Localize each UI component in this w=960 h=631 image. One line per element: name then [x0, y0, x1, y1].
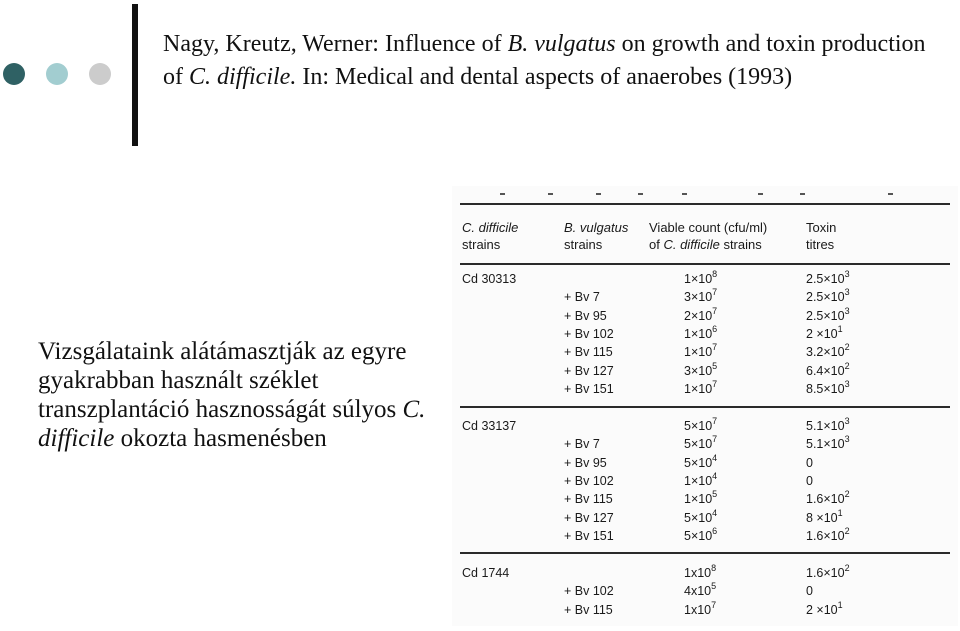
count-mantissa: 1×10 — [684, 492, 713, 507]
toxin-exponent: 2 — [844, 525, 850, 536]
count-mantissa: 1x10 — [684, 602, 712, 617]
count-exponent: 7 — [712, 305, 718, 316]
count-mantissa: 5×10 — [684, 455, 713, 470]
accent-dot-gray — [89, 63, 111, 85]
bv-strain-cell: + Bv 7 — [564, 290, 600, 305]
toxin-exponent: 3 — [844, 305, 850, 316]
table-group-rule — [460, 406, 950, 408]
strain-label: Cd 30313 — [462, 272, 517, 286]
bv-strain-cell: + Bv 115 — [564, 345, 613, 360]
header-toxin-titres: Toxin titres — [806, 220, 837, 252]
count-exponent: 7 — [712, 434, 718, 445]
viable-count-cell — [684, 271, 717, 287]
count-mantissa: 4x10 — [684, 584, 712, 599]
viable-count-cell — [684, 323, 718, 342]
viable-count-cell — [684, 525, 718, 544]
viable-count-cell — [684, 305, 718, 324]
strain-label: Cd 33137 — [462, 419, 517, 433]
toxin-titre-cell — [806, 323, 843, 342]
viable-count-cell — [684, 418, 717, 434]
toxin-mantissa: 5.1×10 — [806, 437, 845, 452]
bv-strain-cell: + Bv 127 — [564, 510, 614, 525]
count-mantissa: 5×10 — [684, 437, 713, 452]
toxin-exponent: 1 — [837, 599, 843, 610]
toxin-mantissa: 2 ×10 — [806, 602, 838, 617]
toxin-titre-cell — [806, 436, 850, 452]
count-exponent: 5 — [712, 489, 718, 500]
toxin-titre-cell — [806, 455, 813, 471]
viable-count-cell — [684, 378, 718, 397]
toxin-titre-cell — [806, 344, 850, 360]
count-mantissa: 1×10 — [684, 272, 713, 286]
header-viable-count: Viable count (cfu/ml) of C. difficile strains — [649, 220, 768, 252]
toxin-mantissa: 1.6×10 — [806, 566, 845, 580]
viable-count-cell — [684, 470, 718, 489]
count-mantissa: 3×10 — [684, 363, 713, 378]
toxin-titre-cell — [806, 599, 843, 618]
count-exponent: 5 — [711, 581, 717, 592]
bv-strain-cell: + Bv 115 — [564, 492, 613, 507]
count-exponent: 8 — [712, 269, 718, 279]
toxin-exponent: 3 — [844, 269, 850, 279]
toxin-titre-cell — [806, 473, 813, 489]
count-exponent: 6 — [712, 525, 718, 536]
viable-count-cell — [684, 452, 718, 471]
bv-strain-cell: + Bv 151 — [564, 381, 614, 396]
toxin-mantissa: 5.1×10 — [806, 419, 845, 433]
toxin-exponent: 3 — [844, 378, 850, 389]
bv-strain-cell: + Bv 7 — [564, 437, 600, 452]
bv-strain-cell: + Bv 95 — [564, 308, 607, 323]
viable-count-cell — [684, 360, 718, 379]
table-rule-top — [460, 203, 950, 205]
count-exponent: 8 — [711, 563, 717, 573]
count-mantissa: 1x10 — [684, 566, 712, 580]
count-exponent: 7 — [712, 416, 718, 426]
toxin-exponent: 2 — [844, 563, 850, 573]
toxin-exponent: 3 — [844, 416, 850, 426]
toxin-titre-cell — [806, 507, 843, 526]
table-rule-header — [460, 263, 950, 265]
count-exponent: 5 — [712, 360, 718, 371]
toxin-mantissa: 8 ×10 — [806, 510, 838, 525]
toxin-mantissa: 0 — [806, 455, 813, 470]
viable-count-cell — [684, 599, 717, 618]
toxin-mantissa: 2.5×10 — [806, 308, 845, 323]
count-exponent: 7 — [712, 378, 718, 389]
toxin-exponent: 3 — [844, 434, 850, 445]
toxin-mantissa: 0 — [806, 473, 813, 488]
bv-strain-cell: + Bv 102 — [564, 473, 614, 488]
toxin-mantissa: 6.4×10 — [806, 363, 845, 378]
toxin-mantissa: 1.6×10 — [806, 528, 845, 543]
bv-strain-cell: + Bv 151 — [564, 528, 614, 543]
toxin-titre-cell — [806, 305, 850, 324]
viable-count-cell — [684, 344, 717, 360]
viable-count-cell — [684, 583, 716, 599]
toxin-exponent: 1 — [837, 507, 843, 518]
toxin-titre-cell — [806, 271, 850, 287]
count-mantissa: 5×10 — [684, 528, 713, 543]
viable-count-cell — [684, 565, 716, 581]
toxin-exponent: 3 — [844, 287, 850, 298]
count-mantissa: 1×10 — [684, 345, 713, 360]
count-mantissa: 3×10 — [684, 290, 713, 305]
bv-strain-cell: + Bv 102 — [564, 326, 614, 341]
toxin-mantissa: 2.5×10 — [806, 272, 845, 286]
header-bv-strains: B. vulgatus strains — [564, 220, 629, 252]
toxin-titre-cell — [806, 418, 850, 434]
count-exponent: 7 — [712, 342, 718, 353]
count-mantissa: 5×10 — [684, 419, 713, 433]
toxin-exponent: 2 — [844, 360, 850, 371]
toxin-titre-cell — [806, 565, 850, 581]
toxin-titre-cell — [806, 491, 850, 507]
bv-strain-cell: + Bv 95 — [564, 455, 607, 470]
header-cd-strains: C. difficile strains — [462, 220, 519, 252]
toxin-mantissa: 3.2×10 — [806, 345, 845, 360]
count-exponent: 4 — [712, 452, 718, 463]
toxin-mantissa: 0 — [806, 584, 813, 599]
bv-strain-cell: + Bv 115 — [564, 602, 613, 617]
toxin-mantissa: 1.6×10 — [806, 492, 845, 507]
count-exponent: 4 — [712, 507, 718, 518]
toxin-titre-cell — [806, 583, 813, 599]
accent-dot-dark — [3, 63, 25, 85]
count-mantissa: 1×10 — [684, 381, 713, 396]
toxin-titre-cell — [806, 289, 850, 305]
count-exponent: 6 — [712, 323, 718, 334]
toxin-exponent: 1 — [837, 323, 843, 334]
viable-count-cell — [684, 507, 718, 526]
toxin-exponent: 2 — [844, 489, 850, 500]
viable-count-cell — [684, 436, 717, 452]
toxin-mantissa: 2 ×10 — [806, 326, 838, 341]
scanned-results-table — [452, 186, 958, 626]
toxin-titre-cell — [806, 525, 850, 544]
toxin-exponent: 2 — [844, 342, 850, 353]
count-mantissa: 1×10 — [684, 326, 713, 341]
scan-artifact-top — [500, 193, 900, 196]
toxin-titre-cell — [806, 360, 850, 379]
toxin-mantissa: 2.5×10 — [806, 290, 845, 305]
strain-label: Cd 1744 — [462, 566, 510, 580]
toxin-mantissa: 8.5×10 — [806, 381, 845, 396]
accent-dot-teal — [46, 63, 68, 85]
toxin-titre-cell — [806, 378, 850, 397]
title-divider-bar — [132, 4, 138, 146]
slide-body-text: Vizsgálataink alátámasztják az egyre gyakrabban használt széklet transzplantáció hasznosságát súlyos C. difficile okozta hasmenésben — [38, 338, 426, 452]
viable-count-cell — [684, 491, 717, 507]
viable-count-cell — [684, 289, 717, 305]
count-exponent: 7 — [711, 599, 717, 610]
count-mantissa: 1×10 — [684, 473, 713, 488]
count-mantissa: 5×10 — [684, 510, 713, 525]
count-exponent: 4 — [712, 470, 718, 481]
count-mantissa: 2×10 — [684, 308, 713, 323]
count-exponent: 7 — [712, 287, 718, 298]
table-group-rule — [460, 552, 950, 554]
bv-strain-cell: + Bv 102 — [564, 584, 614, 599]
bv-strain-cell: + Bv 127 — [564, 363, 614, 378]
slide-title: Nagy, Kreutz, Werner: Influence of B. vulgatus on growth and toxin production of C. difficile. In: Medical and dental aspects of anaerobes (1993) — [163, 31, 926, 90]
